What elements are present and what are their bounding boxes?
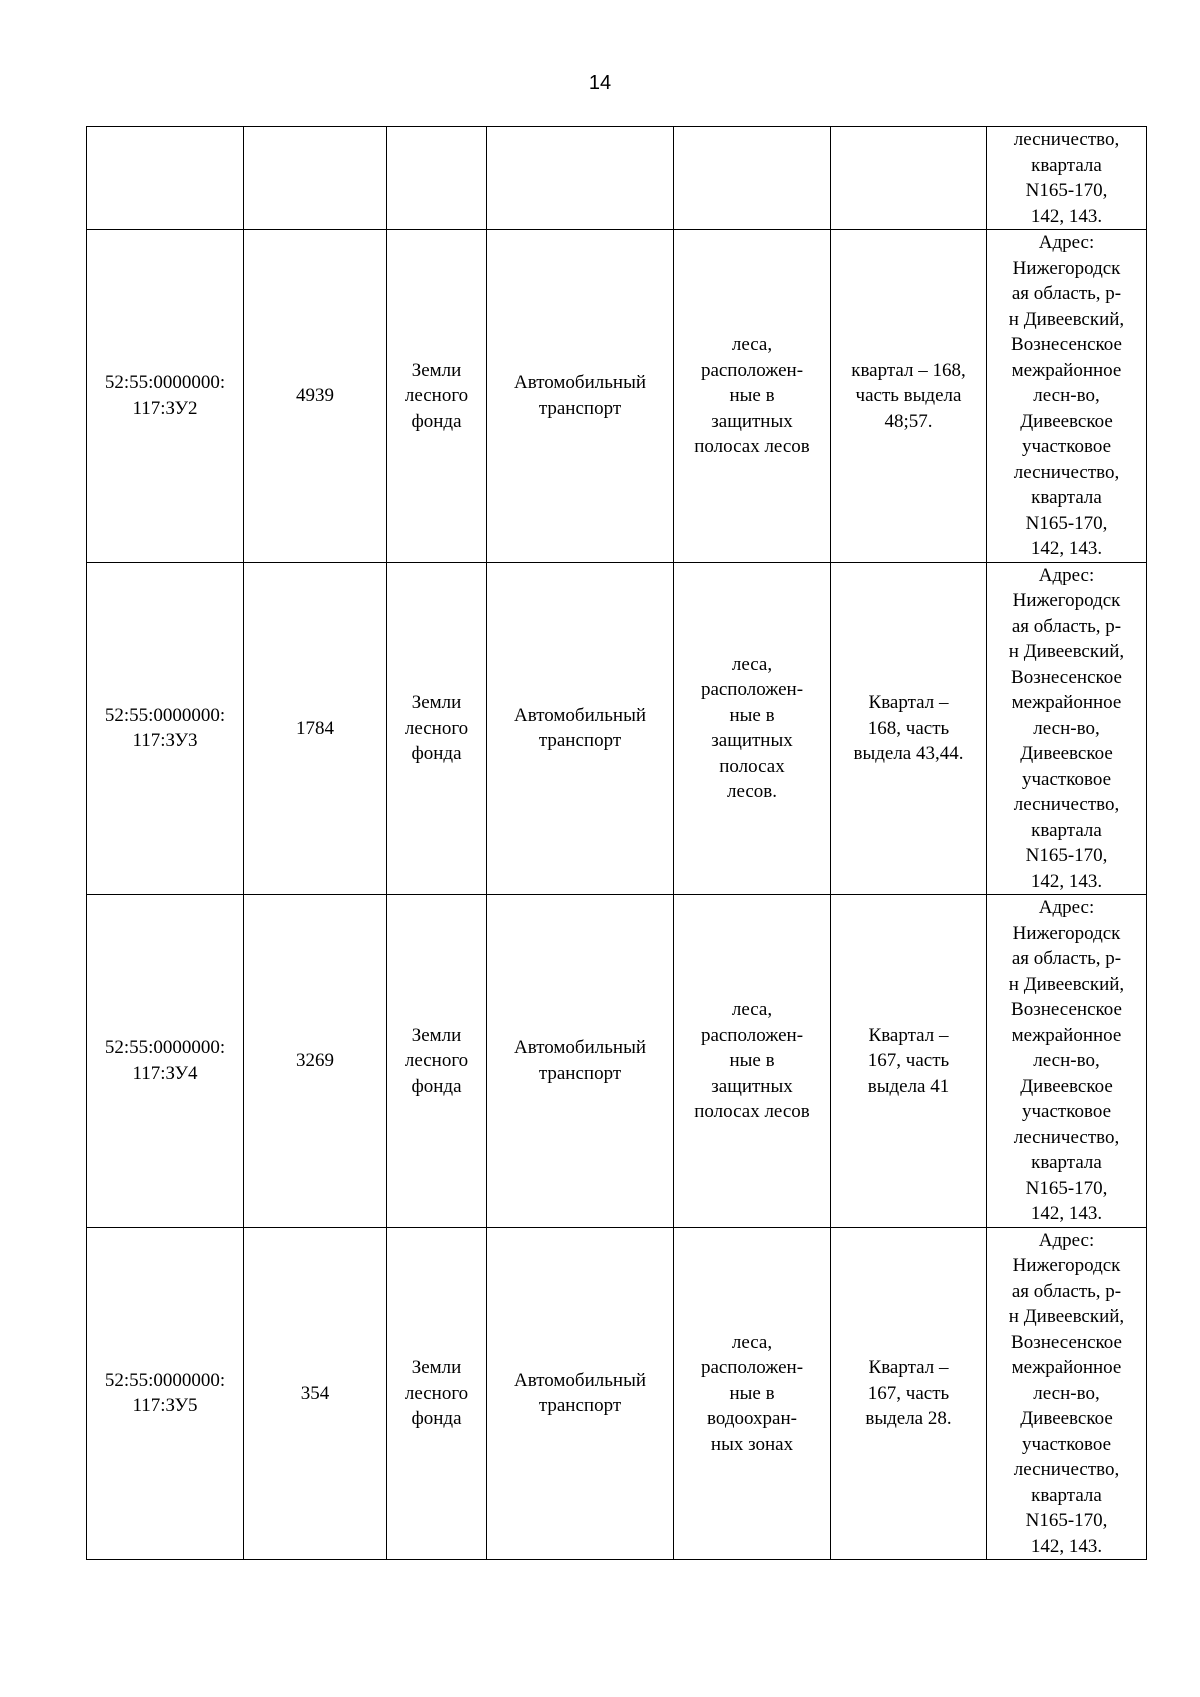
cell-land-category: Земли лесного фонда (387, 230, 487, 563)
cell-forest-type: леса, расположен- ные в водоохран- ных зонах (674, 1227, 831, 1560)
table-row-continuation (87, 127, 1147, 230)
cell-cadastral-number: 52:55:0000000: 117:ЗУ5 (87, 1227, 244, 1560)
cell-area: 4939 (244, 230, 387, 563)
cell-cadastral-number: 52:55:0000000: 117:ЗУ3 (87, 562, 244, 895)
cell-permitted-use: Автомобильный транспорт (487, 895, 674, 1228)
cell-permitted-use: Автомобильный транспорт (487, 230, 674, 563)
cell-cadastral-number: 52:55:0000000: 117:ЗУ4 (87, 895, 244, 1228)
cell-address-continuation: лесничество, квартала N165-170, 142, 143. (987, 127, 1147, 230)
cell-land-category: Земли лесного фонда (387, 895, 487, 1228)
table-row (87, 562, 1147, 895)
cell-area: 1784 (244, 562, 387, 895)
cell-address: Адрес: Нижегородск ая область, р- н Дивеевский, Вознесенское межрайонное лесн-во, Дивеевское участковое лесничество, квартала N165-170, 142, 143. (987, 895, 1147, 1228)
cell-empty (387, 127, 487, 230)
cell-land-category: Земли лесного фонда (387, 562, 487, 895)
cell-empty (487, 127, 674, 230)
cell-address: Адрес: Нижегородск ая область, р- н Дивеевский, Вознесенское межрайонное лесн-во, Дивеевское участковое лесничество, квартала N165-170, 142, 143. (987, 1227, 1147, 1560)
cell-cadastral-number: 52:55:0000000: 117:ЗУ2 (87, 230, 244, 563)
cell-quarter-location: квартал – 168, часть выдела 48;57. (831, 230, 987, 563)
table-body (87, 127, 1147, 1560)
cell-permitted-use: Автомобильный транспорт (487, 562, 674, 895)
cell-quarter-location: Квартал – 167, часть выдела 41 (831, 895, 987, 1228)
table-row (87, 230, 1147, 563)
cell-quarter-location: Квартал – 168, часть выдела 43,44. (831, 562, 987, 895)
cell-area: 354 (244, 1227, 387, 1560)
land-plot-table (86, 126, 1147, 1560)
cell-area: 3269 (244, 895, 387, 1228)
cell-empty (831, 127, 987, 230)
cell-permitted-use: Автомобильный транспорт (487, 1227, 674, 1560)
cell-forest-type: леса, расположен- ные в защитных полосах лесов (674, 895, 831, 1228)
cell-land-category: Земли лесного фонда (387, 1227, 487, 1560)
cell-forest-type: леса, расположен- ные в защитных полосах лесов (674, 230, 831, 563)
cell-forest-type: леса, расположен- ные в защитных полосах лесов. (674, 562, 831, 895)
cell-empty (87, 127, 244, 230)
cell-quarter-location: Квартал – 167, часть выдела 28. (831, 1227, 987, 1560)
cell-address: Адрес: Нижегородск ая область, р- н Дивеевский, Вознесенское межрайонное лесн-во, Дивеевское участковое лесничество, квартала N165-170, 142, 143. (987, 230, 1147, 563)
cell-empty (244, 127, 387, 230)
page-number: 14 (588, 72, 612, 94)
table-row (87, 1227, 1147, 1560)
cell-address: Адрес: Нижегородск ая область, р- н Дивеевский, Вознесенское межрайонное лесн-во, Дивеевское участковое лесничество, квартала N165-170, 142, 143. (987, 562, 1147, 895)
table-row (87, 895, 1147, 1228)
cell-empty (674, 127, 831, 230)
